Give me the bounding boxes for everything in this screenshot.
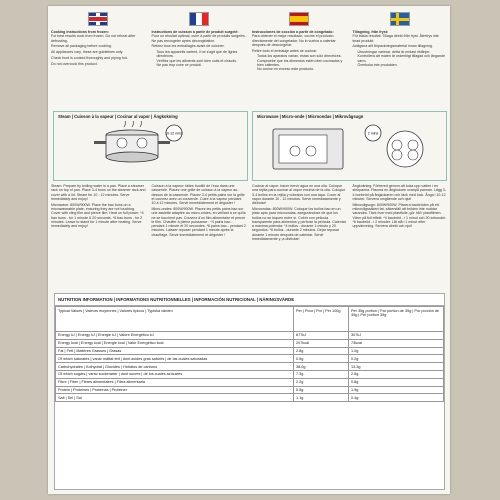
cooking-methods	[48, 184, 450, 289]
per-100g: 207kcal	[294, 339, 349, 347]
nutrition-table	[55, 306, 444, 402]
microwave-panel	[252, 111, 447, 181]
table-row	[56, 394, 444, 402]
prep-para: Check food is cooked thoroughly and piping hot.	[51, 55, 128, 60]
per-portion: 2.6g	[349, 370, 444, 378]
prep-instructions	[48, 30, 450, 108]
table-row	[56, 355, 444, 363]
microwave-text: Microondas: 800W/900W. Coloque los bollos bao en un plato apto para microondas, asegurándose de que los bollos no se toquen entre sí. Cubrir con película transparente para alimentos y perforar la película. Calentar a máxima potencia: *4 bollos - durante 1 minuto y 20 segundos. *6 bollos - durante 2 minutos. Dejar reposar durante 1 minuto después de calentar. Servir inmediatamente y ¡a disfrutar!	[252, 206, 346, 242]
per-portion: 1.0g	[349, 347, 444, 355]
table-row	[56, 378, 444, 386]
prep-bullet: • Compruebe que los alimentos estén bien cocinados y bien calientes.	[257, 59, 347, 68]
prep-bullet: • Todos los aparatos varían, éstas son sólo directrices.	[257, 54, 347, 58]
per-portion: 73kcal	[349, 339, 444, 347]
micro-time: 2 mins	[367, 131, 379, 136]
prep-col-en	[48, 30, 149, 108]
per-100g: 2.8g	[294, 347, 349, 355]
steam-time: 10-12 mins	[165, 131, 183, 136]
nutrient-name: Carbohydrates | Kolhydrat | Glucides | Hidratos de carbono	[56, 363, 294, 371]
prep-title: Cooking instructions from frozen:	[51, 30, 109, 34]
prep-col-se	[350, 30, 451, 108]
microwave-header: Microwave | Micro-onde | Microondas | Mikrovågsugn	[257, 114, 364, 119]
table-row	[56, 332, 444, 340]
per-portion: 13.3g	[349, 363, 444, 371]
table-row	[56, 347, 444, 355]
table-header-row	[56, 307, 444, 332]
prep-bullet: • Utrustningar varierar, detta är endast riktlinjer.	[358, 50, 448, 54]
prep-bullet: • Överkoka inte produkten.	[358, 63, 448, 67]
column-header: Per 35g portion | Par portion de 35g | Por porción de 35g | Per portion 35g	[349, 307, 444, 332]
per-100g: 38.0g	[294, 363, 349, 371]
prep-para: För bästa resultat: Tillaga direkt från fryst. Återfrys inte tinad produkt.	[352, 34, 439, 43]
prep-bullet: • No cocine en exceso este producto.	[257, 67, 347, 71]
prep-title: Instrucciones de cocción a partir de congelado:	[252, 30, 334, 34]
steam-text: Cocinar al vapor: hacer hervir agua en una olla. Coloque una rejilla para cocinar al vapor encima de la olla. Coloque 3-4 bollos en la rejilla y cúbralos con una tapa. Cocer al vapor durante 10 - 12 minutos. Servir inmediatamente y disfrutar!	[252, 184, 346, 206]
nutrient-name: Energy kcal | Energy kcal | Energie kcal | Valor Energético kcal	[56, 339, 294, 347]
table-row	[56, 370, 444, 378]
table-row	[56, 386, 444, 394]
microwave-text: Microwave: 800W/900W. Place the bao buns on a microwaveable plate, ensuring they are not touching. Cover with cling film and pierce film. Heat on full power: *4 bao buns - for 1 minute & 20 seconds. *6 bao buns - for 2 minutes. Leave to stand for 1 minute after heating. Serve immediately and enjoy!	[51, 202, 144, 229]
prep-bullet: • Tous les appareils varient, il ne s'agit que de lignes directrices.	[157, 50, 247, 59]
per-100g: 2.2g	[294, 378, 349, 386]
column-header: Per | Pour | Por | Per 100g	[294, 307, 349, 332]
spain-flag-icon	[289, 12, 309, 26]
prep-para: Retire todo el embalaje antes de cocinar.	[252, 48, 318, 53]
nutrition-title: NUTRITION INFORMATION | INFORMATIONS NUTRITIONNELLES | INFORMACIÓN NUTRICIONAL | NÄRINGSVÄRDE	[55, 294, 444, 306]
per-portion: 0.2g	[349, 355, 444, 363]
cook-col-fr	[149, 184, 250, 289]
nutrient-name: Fibre | Fiber | Fibres alimentaires | Fibra alimentaria	[56, 378, 294, 386]
cook-col-en	[48, 184, 149, 289]
per-portion: 307kJ	[349, 332, 444, 340]
microwave-text: Mikrovågsugn: 800W/900W. Placera baobröden på ett mikrovågssäkert fat, säkerställ att bröden inte nuddar varandra. Täck över med plastfolie, gör hål i plastfilmen. Värm på full effekt: *4 baobröd - i 1 minut och 20 sekunder. *6 baobröd - i 2 minuter. Låt stå i 1 minut efter uppvärmning. Servera direkt och njut!	[352, 202, 447, 229]
per-100g: 877kJ	[294, 332, 349, 340]
table-row	[56, 339, 444, 347]
steam-text: Cuisson à la vapeur: faites bouillir de l'eau dans une casserole. Placez une grille de cuisson à la vapeur au-dessus de la casserole. Placez 3-4 petits pains sur la grille et couvrez avec un couvercle. Cuire à la vapeur pendant 10 à 12 minutes. Servir immédiatement et déguster !	[151, 184, 245, 206]
cook-col-es	[249, 184, 350, 289]
prep-bullet: • Ne pas trop cuire ce produit.	[157, 63, 247, 67]
prep-list	[152, 50, 247, 67]
prep-list	[252, 54, 347, 71]
package-back-panel	[48, 6, 450, 494]
prep-list	[353, 50, 448, 67]
per-portion: 0.4g	[349, 394, 444, 402]
method-panels	[48, 111, 450, 179]
prep-bullet: • Kontrollera att maten är ordentligt tillagad och ångande varm.	[358, 54, 448, 63]
per-100g: 7.3g	[294, 370, 349, 378]
microwave-text: Micro-ondes: 800W/900W. Placez les petits pains bao sur une assiette adaptée au micro-ondes, en veillant à ce qu'ils ne se touchent pas. Couvrez d'un film alimentaire et percer le film. Chauffer à pleine puissance : *4 pains bao - pendant 1 minute et 20 secondes. *6 pains bao - pendant 2 minutes. Laisser reposer pendant 1 minute après la chauffage. Servir immédiatement et déguster !	[151, 206, 246, 237]
nutrient-name: Protein | Proteines | Proteínas | Proteiner	[56, 386, 294, 394]
prep-para: Remove all packaging before cooking.	[51, 44, 112, 49]
sweden-flag-icon	[390, 12, 410, 26]
per-portion: 1.9g	[349, 386, 444, 394]
prep-para: All appliances vary, these are guidelines only.	[51, 50, 124, 55]
steamer-pot-illustration	[54, 121, 244, 175]
steam-header: Steam | Cuisson à la vapeur | Cocinar al vapor | Ångkokning	[58, 114, 178, 119]
steam-text: Ångkokning: Förbered genom att koka upp vatten i en stekpanna. Placera en ångkokare ovanpå pannan. Lägg 3-4 bonbröd på ångkokaren och täck med lock. Ånga i 10-12 minuter. Servera omgående och njut!	[352, 184, 447, 201]
prep-bullet: • Vérifiez que les aliments sont bien cuits et chauds.	[157, 59, 247, 63]
per-portion: 0.8g	[349, 378, 444, 386]
nutrition-table-panel	[54, 293, 445, 490]
table-row	[56, 363, 444, 371]
prep-para: Do not overcook this product.	[51, 61, 98, 66]
steam-panel	[53, 111, 248, 181]
microwave-illustration	[253, 121, 443, 175]
flag-row	[48, 12, 450, 26]
prep-col-es	[249, 30, 350, 108]
nutrient-name: Of which saturates | varav mättat fett | dont acides gras saturés | de las cuales saturadas	[56, 355, 294, 363]
nutrient-name: Energy kJ | Energy kJ | Energie kJ | Valore Energético kJ	[56, 332, 294, 340]
france-flag-icon	[189, 12, 209, 26]
uk-flag-icon	[88, 12, 108, 26]
prep-title: Tillagning, från fryst:	[352, 30, 389, 34]
per-100g: 1.1g	[294, 394, 349, 402]
prep-para: Para obtener el mejor resultado, cocine el producto directamente del congelador. No lo vuelva a calentar después de descongelar.	[252, 34, 336, 47]
nutrient-name: Of which sugars | varav sockerarter | dont sucres | de los cuales azúcares	[56, 370, 294, 378]
column-header: Typical Values | Valeurs moyennes | Valores típicos | Typiska värden	[56, 307, 294, 332]
nutrient-name: Fat | Fett | Matières Grasses | Grasas	[56, 347, 294, 355]
per-100g: 0.5g	[294, 355, 349, 363]
prep-para: Retirez tous les emballages avant de cuisiner.	[151, 44, 225, 49]
prep-title: Instructions de cuisson à partir de produit surgelé:	[151, 30, 239, 34]
prep-para: For best results cook from frozen. Do not reheat after defrosting.	[51, 34, 136, 43]
steam-text: Steam: Prepare by boiling water in a pan. Place a steamer rack on top of pan. Place 3-4 buns on the steamer rack and cover with a lid. Steam for 10 - 12 minutes. Serve immediately and enjoy!	[51, 184, 146, 201]
prep-para: Avlägsna allt förpackningsmaterial innan tillagning.	[352, 44, 433, 49]
prep-col-fr	[149, 30, 250, 108]
nutrient-name: Salt | Sel | Sal	[56, 394, 294, 402]
prep-para: Pour un résultat optimal, cuire à partir de produits surgelés. Ne pas recongeler après décongélation.	[151, 34, 246, 43]
per-100g: 5.5g	[294, 386, 349, 394]
cook-col-se	[350, 184, 451, 289]
